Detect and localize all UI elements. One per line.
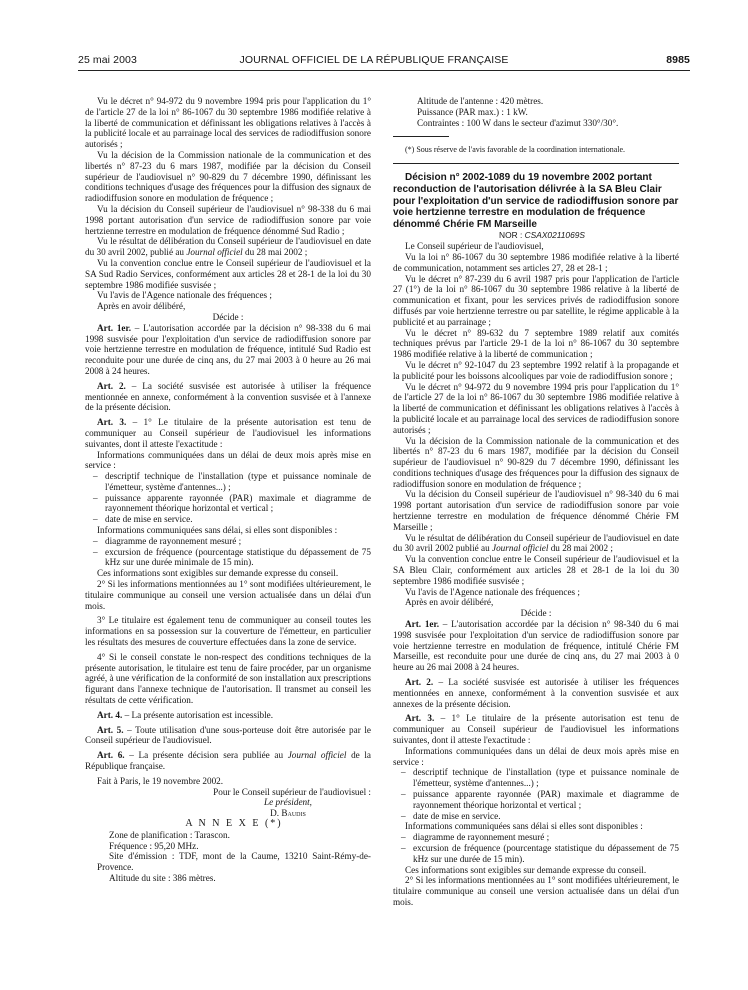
body-paragraph: Ces informations sont exigibles sur demande expresse du conseil. <box>97 568 339 579</box>
visa-paragraph: Vu la convention conclue entre le Conseil supérieur de l'audiovisuel et la SA Sud Radio Services, conformément aux articles 28 et 28-1 de la loi du 30 septembre 1986 modifiée susvisée ; <box>85 257 371 290</box>
article-text: – 1° Le titulaire de la présente autorisation est tenu de communiquer au Conseil supérieur de l'audiovisuel les informations suivantes, dont il atteste l'exactitude : <box>393 713 679 746</box>
article-text: – La société susvisée est autorisée à utiliser la fréquence mentionnée en annexe, conformément à la convention susvisée et à l'annexe de la présente décision. <box>85 380 371 413</box>
visa-paragraph: Vu le décret n° 94-972 du 9 novembre 1994 pris pour l'application du 1° de l'article 27 de la loi n° 86-1067 du 30 septembre 1986 modifiée relative à la liberté de communication et définissant les obligations relatives à l'accès à la publicité locale et au parrainage local des services de radiodiffusion sonore autorisés ; <box>85 96 371 150</box>
list-item: – date de mise en service. <box>85 514 371 525</box>
article-text: – La société susvisée est autorisée à utiliser les fréquences mentionnées en annexe, conformément à la convention susvisée et aux annexes de la présente décision. <box>393 677 679 709</box>
header-title: JOURNAL OFFICIEL DE LA RÉPUBLIQUE FRANÇAISE <box>239 54 509 66</box>
header-rule <box>78 70 690 71</box>
decide-heading: Décide : <box>520 608 552 619</box>
nor-reference <box>393 230 679 241</box>
decision-title: Décision n° 2002-1089 du 19 novembre 2002 portant reconduction de l'autorisation délivrée à la SA Bleu Clair pour l'exploitation d'un service de radiodiffusion sonore par voie hertzienne terrestre en modulation de fréquence dénommé Chérie FM Marseille <box>393 172 679 230</box>
visa-paragraph: Après en avoir délibéré, <box>97 301 186 312</box>
list-item: – puissance apparente rayonnée (PAR) maximale et diagramme de rayonnement théorique horizontal et vertical ; <box>85 493 371 515</box>
visa-paragraph: Vu le décret n° 89-632 du 7 septembre 1989 relatif aux comités techniques prévus par l'article 29-1 de la loi n° 86-1067 du 30 septembre 1986 modifiée relative à la liberté de communication ; <box>393 327 679 360</box>
visa-paragraph <box>85 236 371 258</box>
visa-text: Vu le résultat de délibération du Conseil supérieur de l'audiovisuel en date du 30 avril 2002 publié au <box>393 532 679 554</box>
visa-paragraph: Vu la décision de la Commission nationale de la communication et des libertés n° 87-23 du 6 mars 1987, modifiée par la décision du Conseil supérieur de l'audiovisuel n° 90-829 du 7 décembre 1990, définissant les conditions techniques d'usage des fréquences pour la diffusion des signaux de radiodiffusion sonore en modulation de fréquence ; <box>85 149 371 204</box>
annexe-title: A N N E X E (*) <box>185 818 283 829</box>
article-2 <box>85 381 371 413</box>
article-1 <box>393 619 679 673</box>
article-text: – 1° Le titulaire de la présente autorisation est tenu de communiquer au Conseil supérieur de l'audiovisuel les informations suivantes, dont il atteste l'exactitude : <box>85 417 371 449</box>
signature-authority: Pour le Conseil supérieur de l'audiovisuel : <box>213 786 371 797</box>
journal-officiel-ref: Journal officiel <box>287 750 347 761</box>
article-label: Art. 3. <box>97 417 127 428</box>
footnote-rule <box>393 136 449 137</box>
list-item: – date de mise en service. <box>393 811 679 822</box>
info-heading: Informations communiquées dans un délai de deux mois après mise en service : <box>393 745 679 767</box>
section-rule <box>393 163 679 164</box>
list-item: – descriptif technique de l'installation (type et puissance nominale de l'émetteur, système d'antennes...) ; <box>393 767 679 789</box>
visa-paragraph: Vu la loi n° 86-1067 du 30 septembre 1986 modifiée relative à la liberté de communication, notamment ses articles 27, 28 et 28-1 ; <box>393 251 679 273</box>
visa-paragraph: Vu l'avis de l'Agence nationale des fréquences ; <box>97 290 272 301</box>
list-item: – diagramme de rayonnement mesuré ; <box>393 832 679 843</box>
article-label: Art. 6. <box>97 750 125 761</box>
body-paragraph: 4° Si le conseil constate le non-respect des conditions techniques de la présente autorisation, le titulaire est tenu de faire procéder, par un organisme agréé, à une vérification de la conformité de son installation aux prescriptions figurant dans l'annexe technique de l'autorisation. Il transmet au conseil les résultats de cette vérification. <box>85 651 371 706</box>
list-item: – diagramme de rayonnement mesuré ; <box>85 536 371 547</box>
annexe-line: Altitude du site : 386 mètres. <box>109 872 216 883</box>
visa-paragraph: Vu le décret n° 94-972 du 9 novembre 1994 pris pour l'application du 1° de l'article 27 de la loi n° 86-1067 du 30 septembre 1986 modifiée relative à la liberté de communication et définissant les obligations relatives à l'accès à la publicité locale et au parrainage local des services de radiodiffusion sonore autorisés ; <box>393 381 679 435</box>
journal-officiel-ref: Journal officiel <box>492 543 549 554</box>
signature-name: D. Baudis <box>270 808 306 819</box>
visa-text: Vu le résultat de délibération du Conseil supérieur de l'audiovisuel en date du 30 avril 2002, publié au <box>85 236 371 258</box>
council-line: Le Conseil supérieur de l'audiovisuel, <box>405 241 544 252</box>
done-at: Fait à Paris, le 19 novembre 2002. <box>97 775 224 786</box>
right-column <box>393 96 679 908</box>
visa-paragraph: Vu l'avis de l'Agence nationale des fréquences ; <box>405 586 580 597</box>
article-label: Art. 4. <box>97 709 123 720</box>
nor-code: CSAX0211069S <box>524 230 585 241</box>
body-paragraph: 3° Le titulaire est également tenu de communiquer au conseil toutes les informations en sa possession sur la couverture de l'émetteur, en particulier les résultats des mesures de couverture effectuées dans la zone de service. <box>85 615 371 648</box>
nor-label: NOR : <box>499 230 525 241</box>
article-text: – L'autorisation accordée par la décision n° 98-338 du 6 mai 1998 susvisée pour l'exploitation d'un service de radiodiffusion sonore par voie hertzienne terrestre en modulation de fréquence, intitulé Sud Radio est reconduite pour une durée de cinq ans, du 27 mai 2003 à 0 heure au 26 mai 2008 à 24 heures. <box>85 322 371 376</box>
article-text: – L'autorisation accordée par la décision n° 98-340 du 6 mai 1998 susvisée pour l'exploitation d'un service de radiodiffusion sonore par voie hertzienne terrestre en modulation de fréquence, intitulé Chérie FM Marseille, est reconduite pour une durée de cinq ans, du 27 mai 2003 à 0 heure au 26 mai 2008 à 24 heures. <box>393 619 679 673</box>
article-3 <box>393 713 679 745</box>
article-text: – La présente décision sera publiée au <box>124 750 288 761</box>
visa-paragraph: Vu la décision du Conseil supérieur de l'audiovisuel n° 98-340 du 6 mai 1998 portant autorisation d'un service de radiodiffusion sonore par voie hertzienne terrestre en modulation de fréquence dénommé Chérie FM Marseille ; <box>393 489 679 532</box>
article-2 <box>393 677 679 709</box>
article-label: Art. 3. <box>405 713 435 724</box>
visa-paragraph: Après en avoir délibéré, <box>405 597 494 608</box>
article-label: Art. 2. <box>97 380 126 391</box>
annexe-line: Fréquence : 95,20 MHz. <box>109 840 199 851</box>
article-label: Art. 1er. <box>97 322 132 333</box>
article-label: Art. 2. <box>405 677 434 688</box>
article-6 <box>85 750 371 772</box>
visa-date: du 28 mai 2002 ; <box>242 247 308 258</box>
list-item: – puissance apparente rayonnée (PAR) maximale et diagramme de rayonnement théorique horizontal et vertical ; <box>393 789 679 811</box>
list-item: – excursion de fréquence (pourcentage statistique du dépassement de 75 kHz sur une durée de 15 min). <box>393 843 679 865</box>
annexe-line: Zone de planification : Tarascon. <box>109 829 230 840</box>
header-date: 25 mai 2003 <box>78 54 137 66</box>
journal-officiel-ref: Journal officiel <box>186 247 243 258</box>
article-4 <box>85 710 371 721</box>
info-heading: Informations communiquées sans délai, si elles sont disponibles : <box>97 525 338 536</box>
article-text: de la République française. <box>85 750 372 772</box>
signature-title: Le président, <box>264 797 312 808</box>
annexe-line: Puissance (PAR max.) : 1 kW. <box>417 106 528 117</box>
article-3 <box>85 417 371 449</box>
article-label: Art. 1er. <box>405 619 440 630</box>
info-heading: Informations communiquées sans délai si elles sont disponibles : <box>405 821 643 832</box>
annexe-line: Altitude de l'antenne : 420 mètres. <box>417 96 544 106</box>
article-text: – La présente autorisation est incessible. <box>122 709 274 720</box>
article-text: – Toute utilisation d'une sous-porteuse doit être autorisée par le Conseil supérieur de l'audiovisuel. <box>85 724 371 746</box>
article-1 <box>85 323 371 377</box>
visa-date: du 28 mai 2002 ; <box>548 543 613 554</box>
visa-paragraph: Vu la décision de la Commission nationale de la communication et des libertés n° 87-23 du 6 mars 1987, modifiée par la décision du Conseil supérieur de l'audiovisuel n° 90-829 du 7 décembre 1990, définissant les conditions techniques d'usage des fréquences pour la diffusion des signaux de radiodiffusion sonore en modulation de fréquence ; <box>393 435 679 489</box>
visa-paragraph <box>393 533 679 555</box>
header-page-number: 8985 <box>666 54 690 66</box>
visa-paragraph: Vu la décision du Conseil supérieur de l'audiovisuel n° 98-338 du 6 mai 1998 portant autorisation d'un service de radiodiffusion sonore par voie hertzienne terrestre en modulation de fréquence dénommé Sud Radio ; <box>85 203 371 236</box>
annexe-line: Site d'émission : TDF, mont de la Caume, 13210 Saint-Rémy-de-Provence. <box>97 851 371 873</box>
info-heading: Informations communiquées dans un délai de deux mois après mise en service : <box>85 449 371 471</box>
body-paragraph: 2° Si les informations mentionnées au 1° sont modifiées ultérieurement, le titulaire communique au conseil une version actualisée dans un délai d'un mois. <box>85 579 371 611</box>
visa-paragraph: Vu la convention conclue entre le Conseil supérieur de l'audiovisuel et la SA Bleu Clair, conformément aux articles 28 et 28-1 de la loi du 30 septembre 1986 modifiée susvisée ; <box>393 554 679 586</box>
left-column <box>85 96 371 884</box>
list-item: – descriptif technique de l'installation (type et puissance nominale de l'émetteur, système d'antennes...) ; <box>85 471 371 493</box>
visa-paragraph: Vu le décret n° 92-1047 du 23 septembre 1992 relatif à la propagande et la publicité pour les boissons alcooliques par voie de radiodiffusion sonore ; <box>393 359 679 381</box>
decide-heading: Décide : <box>212 311 244 322</box>
annexe-line: Contraintes : 100 W dans le secteur d'azimut 330°/30°. <box>417 117 619 128</box>
visa-paragraph: Vu le décret n° 87-239 du 6 avril 1987 pris pour l'application de l'article 27 (1°) de la loi n° 86-1067 du 30 septembre 1986 relative à la liberté de communication et fixant, pour les services privés de radiodiffusion sonore diffusés par voie hertzienne terrestre ou par satellite, le régime applicable à la publicité et au parrainage ; <box>393 273 679 327</box>
body-paragraph: 2° Si les informations mentionnées au 1° sont modifiées ultérieurement, le titulaire communique au conseil une version actualisée dans un délai d'un mois. <box>393 875 679 907</box>
list-item: – excursion de fréquence (pourcentage statistique du dépassement de 75 kHz sur une durée minimale de 15 min). <box>85 547 371 569</box>
footnote: (*) Sous réserve de l'avis favorable de la coordination internationale. <box>405 145 626 155</box>
body-paragraph: Ces informations sont exigibles sur demande expresse du conseil. <box>405 864 647 875</box>
article-5 <box>85 725 371 747</box>
article-label: Art. 5. <box>97 724 124 735</box>
